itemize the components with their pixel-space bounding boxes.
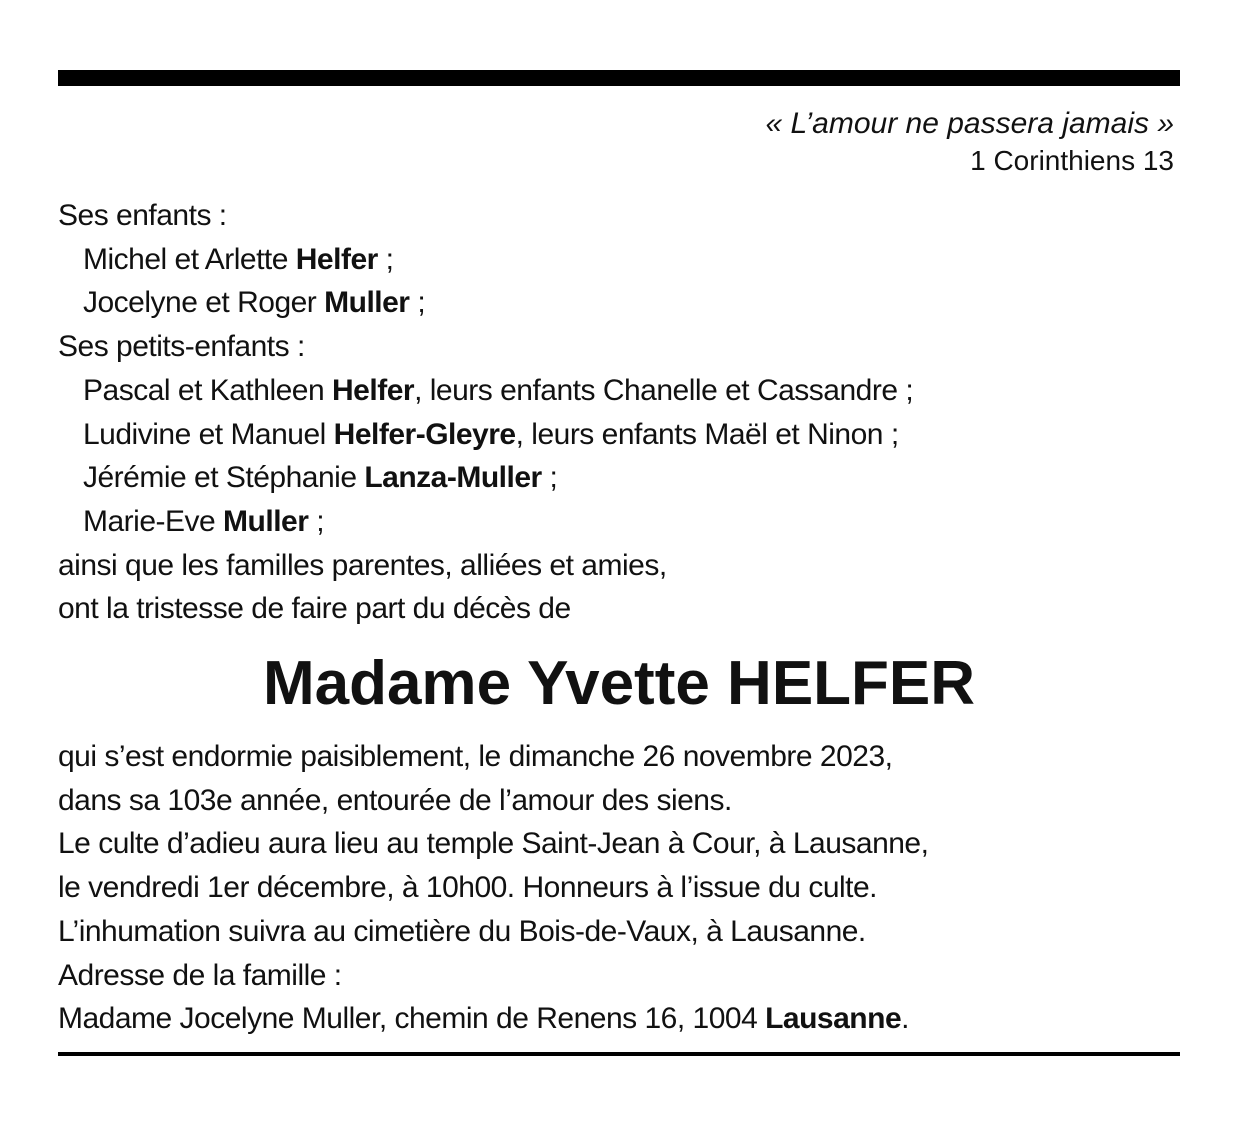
address-prefix: Madame Jocelyne Muller, chemin de Renens 16, 1004 <box>58 1002 766 1036</box>
child-names: Michel et Arlette <box>83 242 296 276</box>
detail-line: Le culte d’adieu aura lieu au temple Saint-Jean à Cour, à Lausanne, <box>58 827 929 861</box>
children-heading: Ses enfants : <box>58 199 227 232</box>
address-heading: Adresse de la famille : <box>58 958 342 992</box>
grandchild-line <box>58 413 1180 457</box>
child-suffix: ; <box>377 242 394 276</box>
address-line <box>58 997 1180 1041</box>
grandchild-surname: Lanza-Muller <box>364 461 542 495</box>
epigraph-reference: 1 Corinthiens 13 <box>970 145 1174 176</box>
child-surname: Helfer <box>295 242 378 276</box>
bottom-rule <box>58 1052 1180 1056</box>
address-suffix: . <box>901 1002 909 1036</box>
family-list <box>58 194 1180 631</box>
details <box>58 735 1180 1041</box>
grandchildren-heading: Ses petits-enfants : <box>58 330 305 364</box>
relatives-line: ainsi que les familles parentes, alliées et amies, <box>58 548 667 582</box>
detail-line: L’inhumation suivra au cimetière du Bois-de-Vaux, à Lausanne. <box>58 914 866 948</box>
child-line <box>58 238 1180 282</box>
announce-line: ont la tristesse de faire part du décès de <box>58 592 571 626</box>
detail-line: dans sa 103e année, entourée de l’amour des siens. <box>58 783 732 817</box>
grandchild-line <box>58 456 1180 500</box>
child-surname: Muller <box>324 286 410 320</box>
grandchild-surname: Muller <box>223 504 309 538</box>
address-city: Lausanne <box>765 1002 902 1036</box>
grandchild-suffix: ; <box>308 504 325 538</box>
grandchild-suffix: , leurs enfants Maël et Ninon ; <box>515 417 899 451</box>
grandchild-names: Marie-Eve <box>83 504 224 538</box>
child-names: Jocelyne et Roger <box>83 286 325 320</box>
obituary-notice <box>58 70 1180 1041</box>
grandchild-names: Ludivine et Manuel <box>83 417 334 451</box>
child-line <box>58 281 1180 325</box>
detail-line: qui s’est endormie paisiblement, le dimanche 26 novembre 2023, <box>58 740 893 774</box>
grandchild-surname: Helfer-Gleyre <box>333 417 516 451</box>
epigraph <box>58 104 1180 178</box>
epigraph-quote: « L’amour ne passera jamais » <box>765 107 1174 140</box>
grandchild-names: Pascal et Kathleen <box>83 373 333 407</box>
deceased-name: Madame Yvette HELFER <box>262 649 976 719</box>
child-suffix: ; <box>409 286 426 320</box>
grandchild-suffix: ; <box>541 461 558 495</box>
grandchild-names: Jérémie et Stéphanie <box>83 461 365 495</box>
grandchild-surname: Helfer <box>332 373 415 407</box>
grandchild-line <box>58 369 1180 413</box>
detail-line: le vendredi 1er décembre, à 10h00. Honneurs à l’issue du culte. <box>58 871 878 905</box>
top-rule <box>58 70 1180 86</box>
grandchild-line <box>58 500 1180 544</box>
grandchild-suffix: , leurs enfants Chanelle et Cassandre ; <box>414 373 914 407</box>
